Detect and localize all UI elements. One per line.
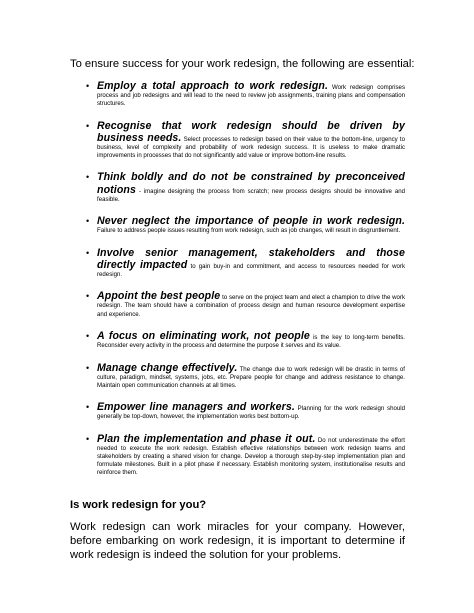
item-body: The change due to work redesign will be drastic in terms of culture, paradigm, mindset, systems, jobs, etc. Prepare people for change and address resistance to change. Maintain open communication channels at all times. (97, 365, 405, 389)
section-heading: Is work redesign for you? (70, 499, 207, 511)
item-body: Do not underestimate the effort needed to execute the work redesign. Establish effective relationships between work redesign teams and stakeholders by creating a shared vision for change. Develop a thorough step-by-step implementation plan and formulate milestones. Built in a pilot phase if necessary. Establish monitoring system, institutionalise results and reinforce them. (97, 436, 405, 477)
list-item (86, 119, 405, 160)
item-body: Planning for the work redesign should generally be top-down, however, the implementation works best bottom-up. (97, 405, 405, 421)
bullet-icon: • (86, 402, 90, 413)
item-body: to gain buy-in and commitment, and access to resources needed for work redesign. (97, 262, 405, 278)
item-lead: Appoint the best people (97, 290, 221, 303)
item-lead: Empower line managers and workers. (97, 401, 295, 414)
bullet-icon: • (86, 216, 90, 227)
item-body: is the key to long-term benefits. Reconsider every activity in the process and determine the purpose it serves and its value. (97, 334, 405, 350)
item-lead: Think boldly and do not be constrained by preconceived notions (97, 171, 405, 196)
list-item (86, 401, 405, 421)
bullet-icon: • (86, 331, 90, 342)
item-body: Select processes to redesign based on their value to the bottom-line, urgency to business, level of complexity and probability of work redesign success. It is useless to make dramatic improvements in processes that do not significantly add value or improve bottom-line results. (97, 135, 405, 159)
item-body: - imagine designing the process from scratch; new process designs should be innovative and feasible. (97, 187, 405, 203)
bullet-icon: • (86, 291, 90, 302)
item-body: Work redesign comprises process and job redesigns and will lead to the need to review job assignments, training plans and compensation structures. (97, 84, 405, 108)
bullet-icon: • (86, 247, 90, 258)
list-item (86, 80, 405, 108)
item-lead: A focus on eliminating work, not people (97, 330, 310, 343)
closing-paragraph: Work redesign can work miracles for your company. However, before embarking on work redesign, it is important to determine if work redesign is indeed the solution for your problems. (70, 521, 405, 562)
bullet-icon: • (86, 362, 90, 373)
list-item (86, 361, 405, 390)
list-item (86, 330, 405, 350)
item-lead: Recognise that work redesign should be driven by business needs. (97, 119, 405, 144)
intro-paragraph: To ensure success for your work redesign, the following are essential: (70, 58, 415, 70)
bullet-icon: • (86, 172, 90, 183)
bullet-icon: • (86, 433, 90, 444)
item-lead: Manage change effectively. (97, 361, 238, 374)
bullet-icon: • (86, 120, 90, 131)
essentials-list (86, 80, 405, 489)
item-lead: Involve senior management, stakeholders and those directly impacted (97, 246, 405, 271)
item-lead: Employ a total approach to work redesign. (97, 80, 329, 92)
list-item (86, 171, 405, 203)
list-item (86, 290, 405, 318)
item-lead: Never neglect the importance of people in work redesign. (97, 215, 405, 228)
item-body: Failure to address people issues resulting from work redesign, such as job changes, will result in disgruntlement. (97, 227, 401, 235)
list-item (86, 246, 405, 279)
item-body: to serve on the project team and elect a champion to drive the work redesign. The team should have a combination of process design and human resource development expertise and experience. (97, 294, 405, 318)
item-lead: Plan the implementation and phase it out. (97, 432, 316, 445)
bullet-icon: • (86, 81, 90, 91)
list-item (86, 215, 405, 235)
list-item (86, 432, 405, 477)
